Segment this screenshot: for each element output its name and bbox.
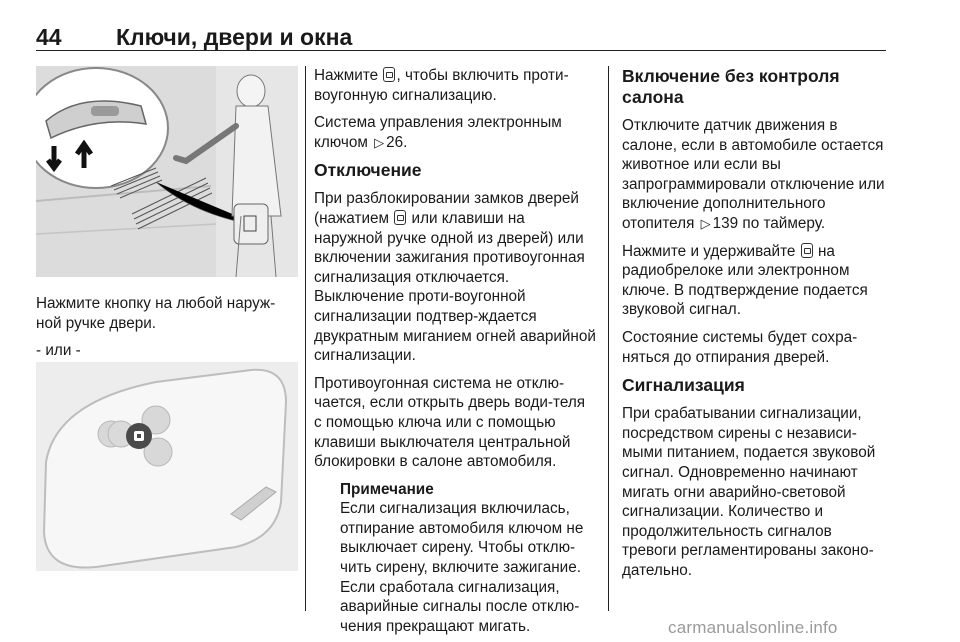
paragraph-activate — [314, 66, 596, 105]
key-system-page-ref: 26. — [386, 133, 408, 151]
paragraph-deactivation — [314, 189, 596, 365]
unlock-button-icon — [394, 210, 406, 225]
section-heading-alarm: Сигнализация — [622, 375, 745, 396]
door-handle-caption: Нажмите кнопку на любой наруж-ной ручке двери. — [36, 295, 276, 332]
page-reference-arrow-icon: ▷ — [374, 134, 385, 150]
section-heading-deactivation: Отключение — [314, 160, 422, 181]
header-divider — [36, 50, 886, 51]
note-body: Если сигнализация включилась, отпирание автомобиля ключом не выключает сирену. Чтобы отклю-чить сирену, включите зажигание. Если сработала сигнализация, аварийные сигналы после отклю-чения прекращают мигать. — [340, 500, 584, 635]
motion-sensor-page-ref: 139 по таймеру. — [712, 214, 826, 232]
electronic-key-illustration — [36, 362, 298, 571]
lock-button-icon — [383, 67, 395, 82]
motion-sensor-text: Отключите датчик движения в салоне, если в автомобиле остается животное или если вы запрограммировали отключение или включение дополнительного отопителя — [622, 117, 885, 232]
section-heading-no-interior-monitoring: Включение без контроля салона — [622, 66, 840, 107]
paragraph-not-deactivated: Противоугонная система не отклю-чается, если открыть дверь води-теля с помощью ключа или с помощью клавиши выключателя центральной блокировки в салоне автомобиля. — [314, 374, 586, 471]
paragraph-system-state: Состояние системы будет сохра-няться до отпирания дверей. — [622, 328, 858, 366]
paragraph-alarm: При срабатывании сигнализации, посредством сирены с независи-мыми питанием, подается звуковой сигнал. Одновременно начинают мигать огни аварийно-световой сигнализации. Количество и продолжительность сигналов тревоги регламентированы законо-дательно. — [622, 405, 876, 579]
deactivation-text-end: или клавиши на наружной ручке одной из дверей) или включении зажигания противоугонная сигнализация отключается. Выключение проти-воугонной сигнализации подтвер-ждается двукратным миганием огней аварийной сигнализации. — [314, 209, 596, 365]
door-handle-illustration — [36, 66, 298, 277]
lock-button-icon — [801, 243, 813, 258]
key-system-text: Система управления электронным ключом — [314, 114, 562, 151]
press-hold-text-end: на радиобрелоке или электронном ключе. В подтверждение подается звуковой сигнал. — [622, 242, 868, 319]
page-number: 44 — [36, 24, 62, 50]
note-block — [340, 480, 596, 637]
column-divider-left — [305, 66, 306, 611]
deactivation-text-start: При разблокировании замков дверей (нажатием — [314, 190, 579, 227]
press-hold-text-start: Нажмите и удерживайте — [622, 242, 800, 260]
page-header — [36, 24, 886, 52]
middle-column — [314, 66, 596, 636]
column-divider-right — [608, 66, 609, 611]
paragraph-key-system — [314, 113, 596, 152]
or-separator: - или - — [36, 342, 81, 360]
activate-text-start: Нажмите — [314, 67, 383, 84]
paragraph-press-hold — [622, 242, 890, 320]
page-reference-arrow-icon: ▷ — [700, 215, 711, 231]
right-column — [622, 66, 890, 588]
note-title: Примечание — [340, 480, 434, 498]
activate-text-end: , чтобы включить проти-воугонную сигнализацию. — [314, 67, 569, 104]
paragraph-motion-sensor — [622, 116, 890, 234]
watermark: carmanualsonline.info — [668, 618, 838, 637]
figure-caption-column — [36, 294, 298, 369]
chapter-title: Ключи, двери и окна — [116, 24, 353, 50]
